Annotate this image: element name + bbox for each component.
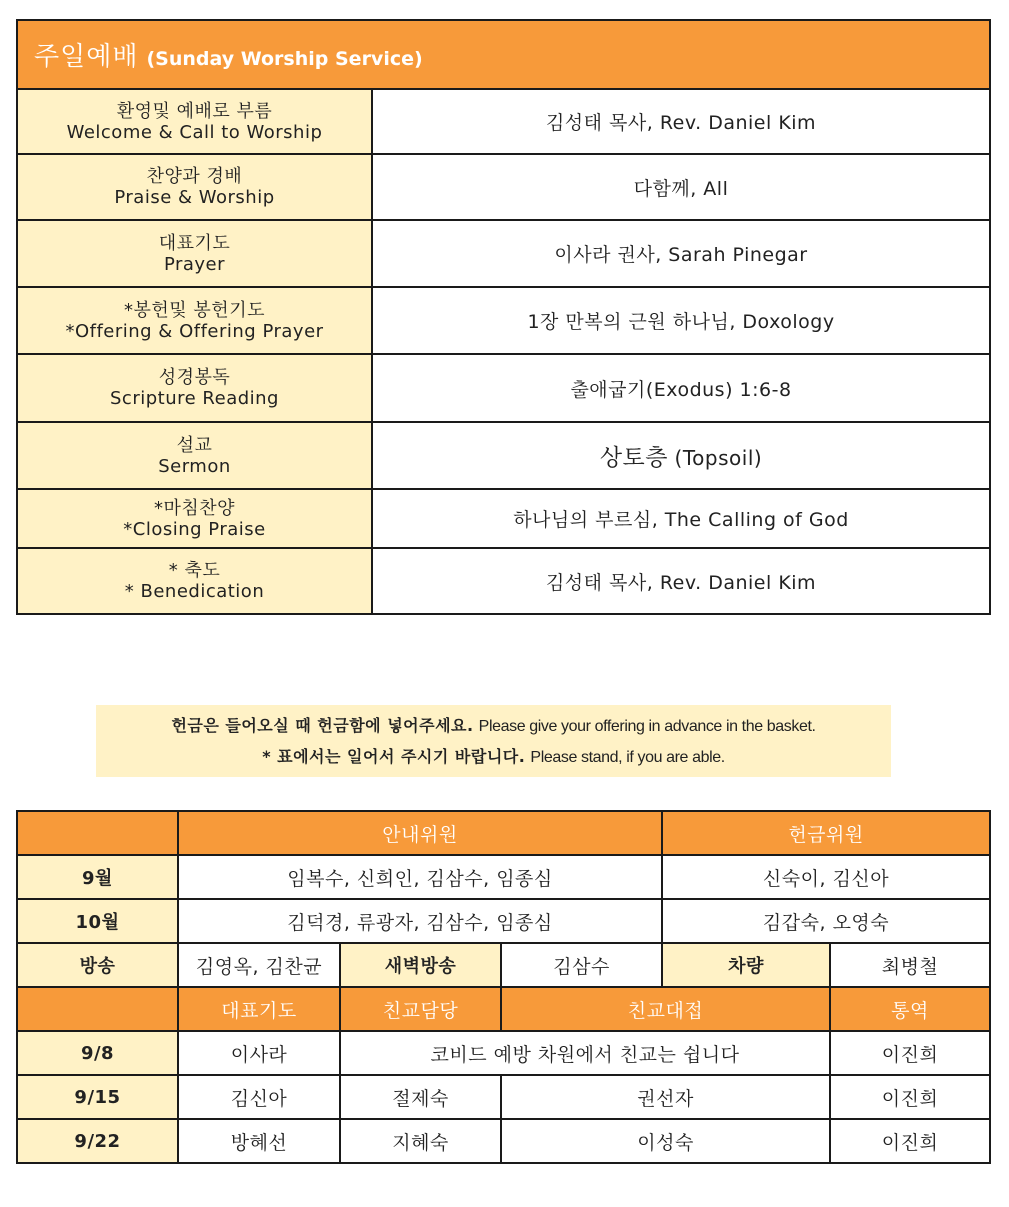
label-en: Sermon: [158, 455, 231, 477]
notice-line-2-en: Please stand, if you are able.: [530, 749, 725, 766]
label-ko: 환영및 예배로 부름: [116, 100, 273, 122]
label-ko: 대표기도: [158, 232, 231, 254]
broadcast-names: 김영옥, 김찬균: [178, 943, 340, 987]
label-ko: 찬양과 경배: [146, 166, 243, 187]
dawn-broadcast-names: 김삼수: [501, 943, 662, 987]
prayer-name: 김신아: [178, 1075, 340, 1119]
fellowship-host-name: 권선자: [501, 1075, 830, 1119]
row-date: 9/15: [17, 1075, 178, 1119]
label-ko: 설교: [176, 434, 213, 456]
header-fellowship-lead: 친교담당: [340, 987, 501, 1031]
header-empty: [17, 811, 178, 855]
worship-title-ko: 주일예배: [34, 42, 139, 72]
worship-value: 김성태 목사, Rev. Daniel Kim: [372, 89, 990, 154]
label-ko: *마침찬양: [153, 497, 236, 519]
worship-value: 1장 만복의 근원 하나님, Doxology: [372, 287, 990, 354]
row-date: 9/22: [17, 1119, 178, 1163]
worship-value: 하나님의 부르심, The Calling of God: [372, 489, 990, 548]
offering-names: 신숙이, 김신아: [662, 855, 990, 899]
broadcast-label: 방송: [17, 943, 178, 987]
offering-notice: [96, 705, 891, 777]
label-en: Welcome & Call to Worship: [66, 121, 323, 143]
vehicle-names: 최병철: [830, 943, 990, 987]
sermon-title: [372, 422, 990, 489]
worship-value: 이사라 권사, Sarah Pinegar: [372, 220, 990, 287]
header-empty: [17, 987, 178, 1031]
prayer-name: 이사라: [178, 1031, 340, 1075]
vehicle-label: 차량: [662, 943, 830, 987]
worship-label: [17, 422, 372, 489]
worship-label: [17, 287, 372, 354]
fellowship-lead-name: 절제숙: [340, 1075, 501, 1119]
worship-value: 다함께, All: [372, 154, 990, 220]
label-en: * Benedication: [124, 581, 265, 602]
worship-order-table: [16, 19, 991, 615]
label-en: *Offering & Offering Prayer: [65, 320, 324, 342]
label-ko: *봉헌및 봉헌기도: [124, 299, 265, 321]
fellowship-host-name: 이성숙: [501, 1119, 830, 1163]
worship-label: [17, 489, 372, 548]
worship-label: [17, 154, 372, 220]
worship-label: [17, 548, 372, 614]
worship-value: 김성태 목사, Rev. Daniel Kim: [372, 548, 990, 614]
row-month: 10월: [17, 899, 178, 943]
fellowship-lead-name: 지혜숙: [340, 1119, 501, 1163]
sermon-title-ko: 상토층: [599, 445, 668, 471]
notice-line-1-en: Please give your offering in advance in the basket.: [478, 718, 816, 735]
translation-name: 이진희: [830, 1119, 990, 1163]
translation-name: 이진희: [830, 1031, 990, 1075]
header-fellowship-host: 친교대접: [501, 987, 830, 1031]
label-ko: * 축도: [168, 560, 221, 581]
notice-line-2-ko: * 표에서는 일어서 주시기 바랍니다.: [262, 747, 526, 766]
notice-line-1: [96, 711, 891, 742]
notice-line-2: [96, 742, 891, 773]
ushers-names: 김덕경, 류광자, 김삼수, 임종심: [178, 899, 662, 943]
worship-title-en: (Sunday Worship Service): [146, 48, 423, 70]
volunteer-schedule-table: [16, 810, 991, 1164]
dawn-broadcast-label: 새벽방송: [340, 943, 501, 987]
worship-header: [17, 20, 990, 89]
prayer-name: 방혜선: [178, 1119, 340, 1163]
row-date: 9/8: [17, 1031, 178, 1075]
header-prayer: 대표기도: [178, 987, 340, 1031]
label-en: Scripture Reading: [110, 388, 279, 409]
translation-name: 이진희: [830, 1075, 990, 1119]
header-offering: 헌금위원: [662, 811, 990, 855]
worship-label: [17, 89, 372, 154]
label-ko: 성경봉독: [158, 367, 231, 388]
worship-label: [17, 220, 372, 287]
notice-line-1-ko: 헌금은 들어오실 때 헌금함에 넣어주세요.: [171, 716, 474, 735]
label-en: Prayer: [163, 253, 226, 275]
label-en: Praise & Worship: [114, 187, 275, 208]
ushers-names: 임복수, 신희인, 김삼수, 임종심: [178, 855, 662, 899]
label-en: *Closing Praise: [123, 518, 266, 540]
worship-label: [17, 354, 372, 422]
fellowship-note: 코비드 예방 차원에서 친교는 쉽니다: [340, 1031, 830, 1075]
header-ushers: 안내위원: [178, 811, 662, 855]
header-translation: 통역: [830, 987, 990, 1031]
worship-value: 출애굽기(Exodus) 1:6-8: [372, 354, 990, 422]
sermon-title-en: (Topsoil): [674, 446, 763, 470]
row-month: 9월: [17, 855, 178, 899]
offering-names: 김갑숙, 오영숙: [662, 899, 990, 943]
